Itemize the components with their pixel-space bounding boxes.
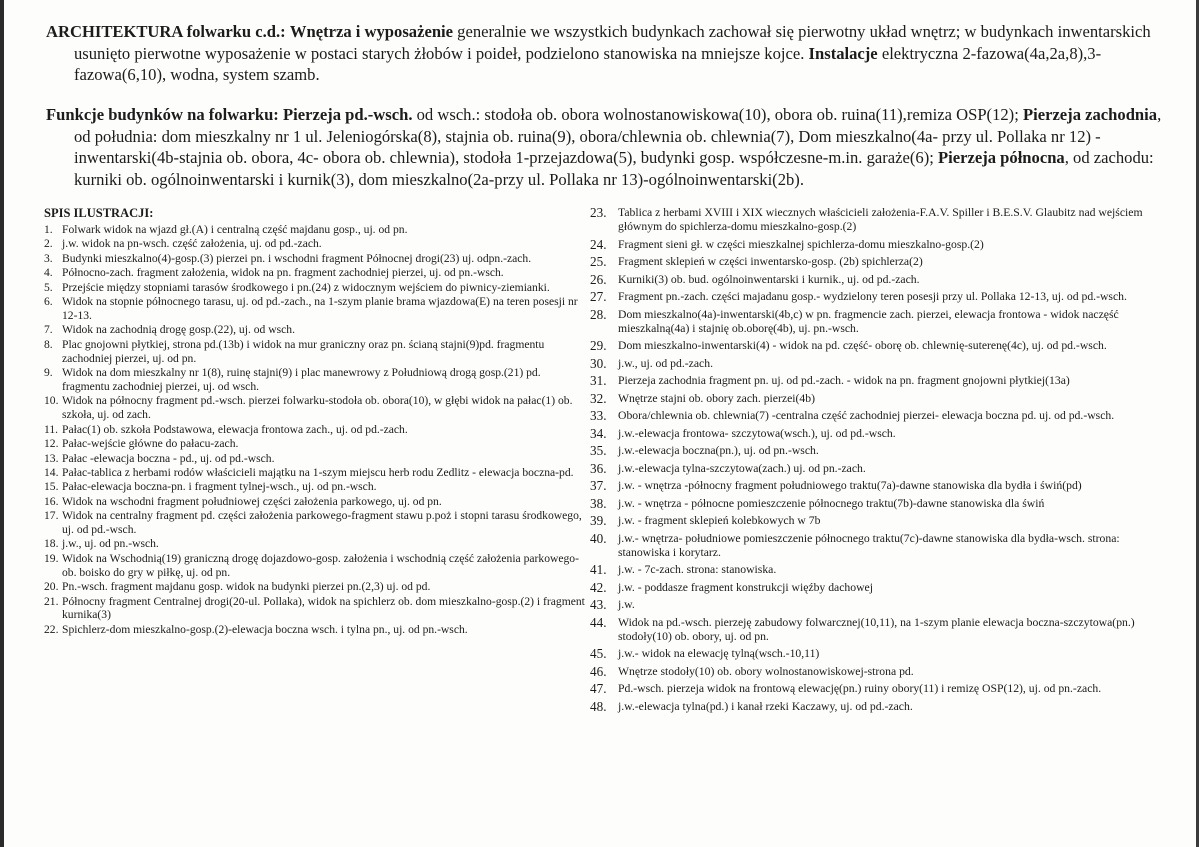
list-item-text: j.w.-elewacja tylna(pd.) i kanał rzeki Kaczawy, uj. od pd.-zach. — [618, 699, 913, 713]
wnetrza-text: generalnie we wszystkich budynkach zachował się pierwotny układ wnętrz; w budynkach inwentarskich usunięto pierwotne wyposażenie w postaci starych żłobów i poideł, podzielono stanowiska na mniejsze kojce. — [74, 22, 1151, 63]
list-item-text: Północno-zach. fragment założenia, widok na pn. fragment zachodniej pierzei, uj. od pn.-wsch. — [62, 266, 504, 280]
list-item — [590, 581, 1165, 595]
list-item-text: Plac gnojowni płytkiej, strona pd.(13b) i widok na mur graniczny oraz pn. ścianą stajni(9)pd. fragmentu zachodniej pierzei, uj. od pn. — [62, 337, 545, 365]
list-item-number: 40. — [590, 530, 607, 546]
list-item-number: 27. — [590, 289, 607, 304]
list-item-number: 9. — [44, 366, 53, 380]
list-item — [44, 252, 589, 266]
list-item — [590, 238, 1165, 252]
list-item-number: 28. — [590, 306, 607, 322]
list-item-number: 46. — [590, 663, 607, 679]
wnetrza-label: Wnętrza i wyposażenie — [289, 22, 454, 41]
list-item-number: 2. — [44, 237, 53, 251]
list-item-number: 30. — [590, 355, 607, 371]
list-item — [44, 323, 589, 337]
list-item-text: Pn.-wsch. fragment majdanu gosp. widok na budynki pierzei pn.(2,3) uj. od pd. — [62, 580, 431, 594]
instalacje-label: Instalacje — [808, 43, 878, 63]
list-item-number: 18. — [44, 537, 59, 551]
list-item — [590, 665, 1165, 679]
list-item — [590, 444, 1165, 458]
list-item — [590, 427, 1165, 441]
instalacje-text: elektryczna 2-fazowa(4a,2a,8),3-fazowa(6,10), wodna, system szamb. — [74, 43, 1102, 84]
list-item — [590, 700, 1165, 714]
architektura-paragraph — [46, 21, 1166, 86]
list-item-number: 16. — [44, 494, 59, 508]
list-item-text: Wnętrze stodoły(10) ob. obory wolnostanowiskowej-strona pd. — [618, 664, 914, 678]
list-item — [44, 338, 589, 366]
list-item-text: Budynki mieszkalno(4)-gosp.(3) pierzei pn. i wschodni fragment Północnej drogi(23) uj. odpn.-zach. — [62, 251, 532, 265]
list-item-number: 41. — [590, 562, 607, 577]
list-item-number: 17. — [44, 509, 59, 523]
list-item-text: Widok na północny fragment pd.-wsch. pierzei folwarku-stodoła ob. obora(10), w głębi widok na pałac(1) ob. szkoła, uj. od zach. — [62, 394, 573, 422]
list-item-number: 36. — [590, 460, 607, 476]
list-item-text: j.w.-elewacja tylna-szczytowa(zach.) uj. od pn.-zach. — [618, 461, 866, 475]
list-item-text: Pałac -elewacja boczna - pd., uj. od pd.-wsch. — [62, 451, 275, 465]
spis-list-right — [590, 206, 1165, 714]
list-item — [590, 598, 1165, 612]
list-item-text: Fragment pn.-zach. części majadanu gosp.- wydzielony teren posesji przy ul. Pollaka 12-13, uj. od pd.-wsch. — [618, 290, 1127, 303]
list-item-text: j.w.-elewacja frontowa- szczytowa(wsch.), uj. od pd.-wsch. — [618, 426, 896, 440]
list-item-number: 35. — [590, 443, 607, 458]
list-item-number: 21. — [44, 594, 59, 608]
list-item-number: 20. — [44, 580, 59, 594]
list-item — [44, 295, 589, 323]
list-item — [44, 281, 589, 295]
funkcje-text-2: , od południa: dom mieszkalny nr 1 ul. Jeleniogórska(8), stajnia ob. ruina(9), obora/chlewnia ob. chlewnia(7), Dom mieszkalno(4a- przy ul. Pollaka nr 12) - inwentarski(4b-stajnia ob. obora, 4c- obora ob. chlewnia), stodoła 1-przejazdowa(5), budynki gosp. współczesne-m.in. garaże(6); — [74, 105, 1162, 167]
list-item — [44, 452, 589, 466]
list-item — [44, 509, 589, 537]
list-item-text: Północny fragment Centralnej drogi(20-ul. Pollaka), widok na spichlerz ob. dom mieszkalno-gosp.(2) i fragment kurnika(3) — [62, 594, 585, 622]
list-item-text: Widok na centralny fragment pd. części założenia parkowego-fragment stawu p.poż i stopni tarasu środkowego, uj. od pd.-wsch. — [62, 509, 582, 537]
list-item-number: 39. — [590, 513, 607, 528]
funkcje-text-3: , od zachodu: kurniki ob. ogólnoinwentarski i kurnik(3), dom mieszkalno(2a-przy ul. Pollaka nr 13)-ogólnoinwentarski(2b). — [74, 148, 1154, 189]
list-item-number: 10. — [44, 394, 59, 408]
list-item-number: 15. — [44, 480, 59, 494]
list-item-number: 43. — [590, 597, 607, 612]
list-item-number: 31. — [590, 373, 607, 388]
list-item-number: 22. — [44, 622, 59, 636]
list-item — [590, 290, 1165, 304]
list-item-text: Fragment sieni gł. w części mieszkalnej spichlerza-domu mieszkalno-gosp.(2) — [618, 237, 984, 251]
spis-right-column — [590, 206, 1165, 717]
pierzeja-polnocna-label: Pierzeja północna — [937, 148, 1065, 167]
list-item — [590, 273, 1165, 287]
list-item-number: 4. — [44, 266, 53, 280]
list-item-text: j.w.- wnętrza- południowe pomieszczenie północnego traktu(7c)-dawne stanowiska dla bydła-wsch. strona: stanowiska i korytarz. — [618, 531, 1120, 559]
list-item-text: Pałac-wejście główne do pałacu-zach. — [62, 437, 239, 451]
list-item — [44, 466, 589, 480]
list-item-number: 48. — [590, 698, 607, 714]
list-item-number: 45. — [590, 646, 607, 661]
list-item — [44, 437, 589, 451]
list-item-text: Pd.-wsch. pierzeja widok na frontową elewację(pn.) ruiny obory(11) i remizę OSP(12), uj. od pn.-zach. — [618, 682, 1102, 695]
list-item-number: 24. — [590, 236, 607, 252]
list-item — [590, 357, 1165, 371]
list-item — [590, 532, 1165, 560]
spis-title: SPIS ILUSTRACJI: — [44, 206, 154, 220]
list-item — [44, 552, 589, 580]
architektura-title: ARCHITEKTURA folwarku c.d.: — [46, 22, 286, 41]
list-item-text: Widok na wschodni fragment południowej części założenia parkowego, uj. od pn. — [62, 494, 442, 508]
list-item-number: 1. — [44, 223, 53, 236]
list-item — [44, 223, 589, 237]
list-item — [44, 423, 589, 437]
list-item-number: 32. — [590, 390, 607, 406]
list-item-text: Dom mieszkalno-inwentarski(4) - widok na pd. część- oborę ob. chlewnię-suterenę(4c), uj. od pd.-wsch. — [618, 339, 1107, 352]
list-item — [590, 462, 1165, 476]
list-item-text: j.w. - poddasze fragment konstrukcji więźby dachowej — [618, 580, 873, 594]
list-item — [44, 266, 589, 280]
list-item-text: Pałac(1) ob. szkoła Podstawowa, elewacja frontowa zach., uj. od pd.-zach. — [62, 422, 408, 436]
list-item-text: Spichlerz-dom mieszkalno-gosp.(2)-elewacja boczna wsch. i tylna pn., uj. od pn.-wsch. — [62, 622, 468, 636]
list-item-text: j.w., uj. od pn.-wsch. — [62, 537, 159, 551]
list-item — [590, 563, 1165, 577]
list-item — [44, 366, 589, 394]
list-item-text: Widok na Wschodnią(19) graniczną drogę dojazdowo-gosp. założenia i wschodnią część założenia parkowego-ob. boisko do gry w piłkę, uj. od pn. — [62, 551, 579, 579]
list-item-number: 33. — [590, 408, 607, 423]
list-item-text: j.w.-elewacja boczna(pn.), uj. od pn.-wsch. — [618, 444, 819, 457]
list-item-number: 8. — [44, 337, 53, 351]
list-item-text: j.w. — [618, 598, 635, 611]
list-item — [44, 595, 589, 623]
list-item — [590, 647, 1165, 661]
list-item — [590, 497, 1165, 511]
list-item — [590, 374, 1165, 388]
funkcje-title: Funkcje budynków na folwarku: Pierzeja pd.-wsch. — [46, 105, 413, 124]
funkcje-paragraph — [46, 104, 1166, 190]
list-item-number: 47. — [590, 681, 607, 696]
list-item — [590, 206, 1165, 234]
list-item — [590, 308, 1165, 336]
list-item — [44, 623, 589, 637]
list-item-text: j.w. - 7c-zach. strona: stanowiska. — [618, 563, 777, 576]
list-item — [44, 394, 589, 422]
list-item-number: 13. — [44, 451, 59, 465]
list-item-number: 42. — [590, 579, 607, 595]
list-item-text: Obora/chlewnia ob. chlewnia(7) -centralna część zachodniej pierzei- elewacja boczna pd. uj. od pd.-wsch. — [618, 409, 1115, 422]
list-item-text: j.w., uj. od pd.-zach. — [618, 356, 713, 370]
list-item-text: j.w. widok na pn-wsch. część założenia, uj. od pd.-zach. — [62, 237, 322, 251]
list-item-text: Przejście między stopniami tarasów środkowego i pn.(24) z widocznym wejściem do piwnicy-ziemianki. — [62, 280, 550, 294]
list-item-text: Widok na dom mieszkalny nr 1(8), ruinę stajni(9) i plac manewrowy z Południową drogą gosp.(21) pd. fragmentu zachodniej pierzei, uj. od wsch. — [62, 366, 541, 393]
list-item-text: Wnętrze stajni ob. obory zach. pierzei(4b) — [618, 391, 815, 405]
list-item-text: j.w. - wnętrza - północne pomieszczenie północnego traktu(7b)-dawne stanowiska dla świń — [618, 496, 1045, 510]
list-item-number: 38. — [590, 495, 607, 511]
list-item-text: Dom mieszkalno(4a)-inwentarski(4b,c) w pn. fragmencie zach. pierzei, elewacja frontowa - widok naczęść mieszkalną(4a) i stajnię ob.oborę(4b), uj. pn.-wsch. — [618, 307, 1119, 335]
list-item-number: 11. — [44, 422, 59, 436]
spis-left-column — [44, 206, 589, 637]
list-item-text: Widok na stopnie północnego tarasu, uj. od pd.-zach., na 1-szym planie brama wjazdowa(E) na teren posesji nr 12-13. — [62, 295, 578, 322]
list-item — [590, 409, 1165, 423]
list-item-text: Pierzeja zachodnia fragment pn. uj. od pd.-zach. - widok na pn. fragment gnojowni płytkiej(13a) — [618, 374, 1070, 387]
list-item-text: Folwark widok na wjazd gł.(A) i centralną część majdanu gosp., uj. od pn. — [62, 223, 408, 236]
list-item-number: 34. — [590, 425, 607, 441]
pierzeja-zachodnia-label: Pierzeja zachodnia — [1022, 105, 1158, 124]
scan-edge-left — [0, 0, 4, 847]
list-item — [590, 682, 1165, 696]
list-item-number: 25. — [590, 254, 607, 269]
list-item-number: 14. — [44, 465, 59, 479]
spis-list-left — [44, 223, 589, 637]
list-item-number: 37. — [590, 478, 607, 493]
list-item — [44, 237, 589, 251]
list-item-text: j.w. - wnętrza -północny fragment południowego traktu(7a)-dawne stanowiska dla bydła i świń(pd) — [618, 479, 1082, 492]
list-item-text: Fragment sklepień w części inwentarsko-gosp. (2b) spichlerza(2) — [618, 255, 923, 268]
list-item-number: 44. — [590, 614, 607, 630]
list-item-number: 7. — [44, 323, 53, 337]
list-item-text: j.w.- widok na elewację tylną(wsch.-10,11) — [618, 647, 820, 660]
list-item-number: 26. — [590, 271, 607, 287]
list-item — [590, 514, 1165, 528]
list-item-text: Pałac-elewacja boczna-pn. i fragment tylnej-wsch., uj. od pn.-wsch. — [62, 480, 377, 494]
list-item — [590, 616, 1165, 644]
list-item-text: Pałac-tablica z herbami rodów właścicieli majątku na 1-szym miejscu herb rodu Zedlitz - elewacja boczna-pd. — [62, 465, 574, 479]
list-item-text: Widok na pd.-wsch. pierzeję zabudowy folwarcznej(10,11), na 1-szym planie elewacja boczna-szczytowa(pn.) stodoły(10) ob. obory, uj. od pn. — [618, 615, 1135, 643]
funkcje-text-1: od wsch.: stodoła ob. obora wolnostanowiskowa(10), obora ob. ruina(11),remiza OSP(12); — [412, 105, 1023, 124]
list-item — [590, 255, 1165, 269]
list-item — [44, 537, 589, 551]
list-item — [44, 580, 589, 594]
list-item-number: 19. — [44, 551, 59, 565]
list-item-number: 23. — [590, 205, 607, 220]
list-item — [44, 480, 589, 494]
list-item-number: 5. — [44, 280, 53, 294]
list-item-text: Tablica z herbami XVIII i XIX wiecznych właścicieli założenia-F.A.V. Spiller i B.E.S.V. Glaubitz nad wejściem głównym do spichlerza-domu mieszkalno-gosp.(2) — [618, 206, 1143, 233]
list-item-text: Kurniki(3) ob. bud. ogólnoinwentarski i kurnik., uj. od pd.-zach. — [618, 272, 920, 286]
list-item-text: j.w. - fragment sklepień kolebkowych w 7b — [618, 514, 821, 527]
list-item-number: 29. — [590, 338, 607, 353]
list-item-number: 12. — [44, 437, 59, 451]
list-item-text: Widok na zachodnią drogę gosp.(22), uj. od wsch. — [62, 323, 295, 337]
list-item — [590, 392, 1165, 406]
list-item — [590, 339, 1165, 353]
list-item — [590, 479, 1165, 493]
list-item — [44, 495, 589, 509]
list-item-number: 3. — [44, 251, 53, 265]
list-item-number: 6. — [44, 295, 53, 309]
